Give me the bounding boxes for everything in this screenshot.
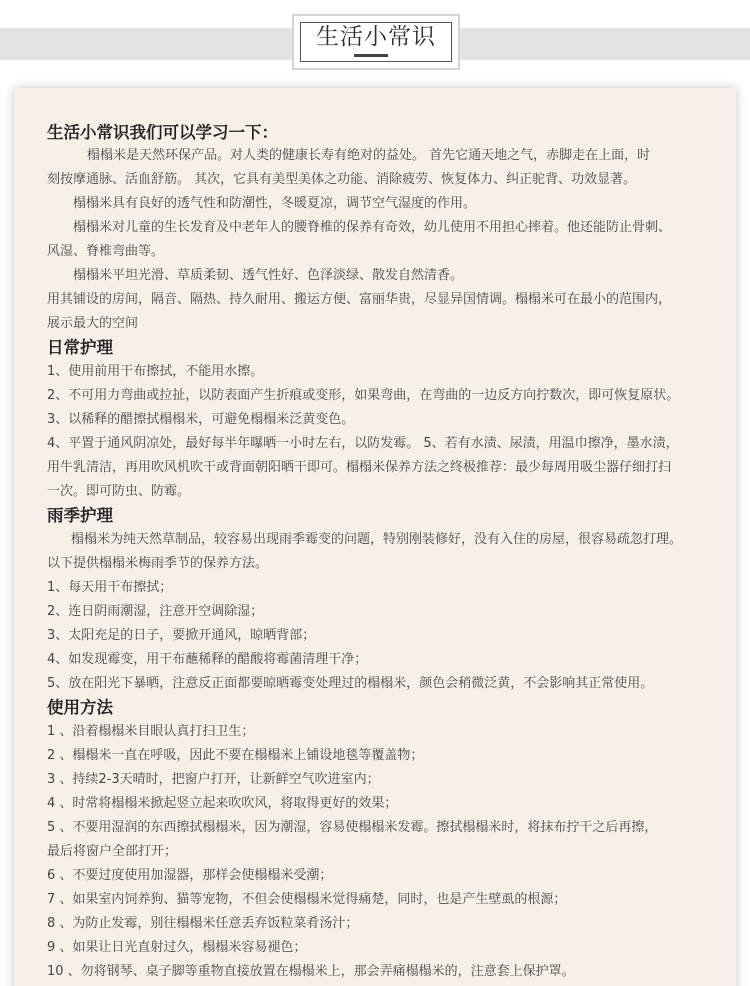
intro-heading: 生活小常识我们可以学习一下： [47,123,278,142]
usage-item: 8 、为防止发霉，别往榻榻米任意丢弃饭粒菜肴汤汁； [47,916,359,931]
page-title: 生活小常识 [316,24,436,50]
intro-line: 榻榻米具有良好的透气性和防潮性，冬暖夏凉，调节空气湿度的作用。 [73,196,477,211]
rainy-season-item: 2、连日阴雨潮湿，注意开空调除湿； [47,604,264,619]
usage-item: 6 、不要过度使用加湿器，那样会使榻榻米受潮； [47,868,333,883]
rainy-season-line: 榻榻米为纯天然草制品，较容易出现雨季霉变的问题，特别刚装修好，没有入住的房屋，很容易疏忽打理。 [71,532,683,547]
usage-item: 5 、不要用湿润的东西擦拭榻榻米，因为潮湿，容易使榻榻米发霉。擦拭榻榻米时，将抹布拧干之后再擦， [47,820,658,835]
rainy-season-line: 以下提供榻榻米梅雨季节的保养方法。 [47,556,269,571]
rainy-season-heading: 雨季护理 [47,506,113,525]
rainy-season-item: 4、如发现霉变，用干布蘸稀释的醋酸将霉菌清理干净； [47,652,368,667]
usage-item: 1 、沿着榻榻米目眼认真打扫卫生； [47,724,255,739]
intro-line: 风湿、脊椎弯曲等。 [47,244,165,259]
daily-care-heading: 日常护理 [47,338,113,357]
daily-care-item: 2、不可用力弯曲或拉扯，以防表面产生折痕或变形，如果弯曲，在弯曲的一边反方向拧数次，即可恢复原状。 [47,388,680,403]
usage-item: 10 、勿将钢琴、桌子脚等重物直接放置在榻榻米上，那会弄痛榻榻米的，注意套上保护罩。 [47,964,575,979]
usage-heading: 使用方法 [47,698,113,717]
intro-line: 榻榻米是天然环保产品。对人类的健康长寿有绝对的益处。 首先它通天地之气，赤脚走在上面，时 [87,148,651,163]
daily-care-item: 1、使用前用干布擦拭，不能用水擦。 [47,364,264,379]
rainy-season-item: 1、每天用干布擦拭； [47,580,173,595]
intro-line: 刻按摩通脉、活血舒筋。 其次，它具有美型美体之功能、消除疲劳、恢复体力、纠正驼背、功效显著。 [47,172,637,187]
usage-item: 9 、如果让日光直射过久，榻榻米容易褪色； [47,940,307,955]
daily-care-item: 3、以稀释的醋擦拭榻榻米，可避免榻榻米泛黄变色。 [47,412,355,427]
intro-line: 展示最大的空间 [47,316,139,331]
title-box [292,14,460,70]
article-body [47,122,733,984]
usage-item: 7 、如果室内饲养狗、猫等宠物，不但会使榻榻米觉得痛楚，同时，也是产生壁虱的根源； [47,892,567,907]
daily-care-item: 一次。即可防虫、防霉。 [47,484,191,499]
intro-line: 用其铺设的房间，隔音、隔热、持久耐用、搬运方便、富丽华贵，尽显异国情调。榻榻米可在最小的范围内， [47,292,672,307]
content-panel [14,88,736,986]
usage-item: 4 、时常将榻榻米掀起竖立起来吹吹风，将取得更好的效果； [47,796,398,811]
daily-care-item: 4、平置于通风阴凉处，最好每半年曝晒一小时左右，以防发霉。 5、若有水渍、尿渍，用温巾擦净，墨水渍， [47,436,679,451]
daily-care-item: 用牛乳清洁，再用吹风机吹干或背面朝阳晒干即可。榻榻米保养方法之终极推荐：最少每周用吸尘器仔细打扫 [47,460,672,475]
intro-line: 榻榻米对儿童的生长发育及中老年人的腰脊椎的保养有奇效，幼儿使用不用担心摔着。他还能防止骨刺、 [73,220,672,235]
rainy-season-item: 5、放在阳光下暴晒，注意反正面都要晾晒霉变处理过的榻榻米，颜色会稍微泛黄，不会影响其正常使用。 [47,676,654,691]
usage-item: 3 、持续2-3天晴时，把窗户打开，让新鲜空气吹进室内； [47,772,380,787]
intro-line: 榻榻米平坦光滑、草质柔韧、透气性好、色泽淡绿、散发自然清香。 [73,268,464,283]
usage-item: 最后将窗户全部打开； [47,844,178,859]
title-underline [354,54,388,57]
usage-item: 2 、榻榻米一直在呼吸，因此不要在榻榻米上铺设地毯等覆盖物； [47,748,424,763]
rainy-season-item: 3、太阳充足的日子，要掀开通风，晾晒背部； [47,628,316,643]
